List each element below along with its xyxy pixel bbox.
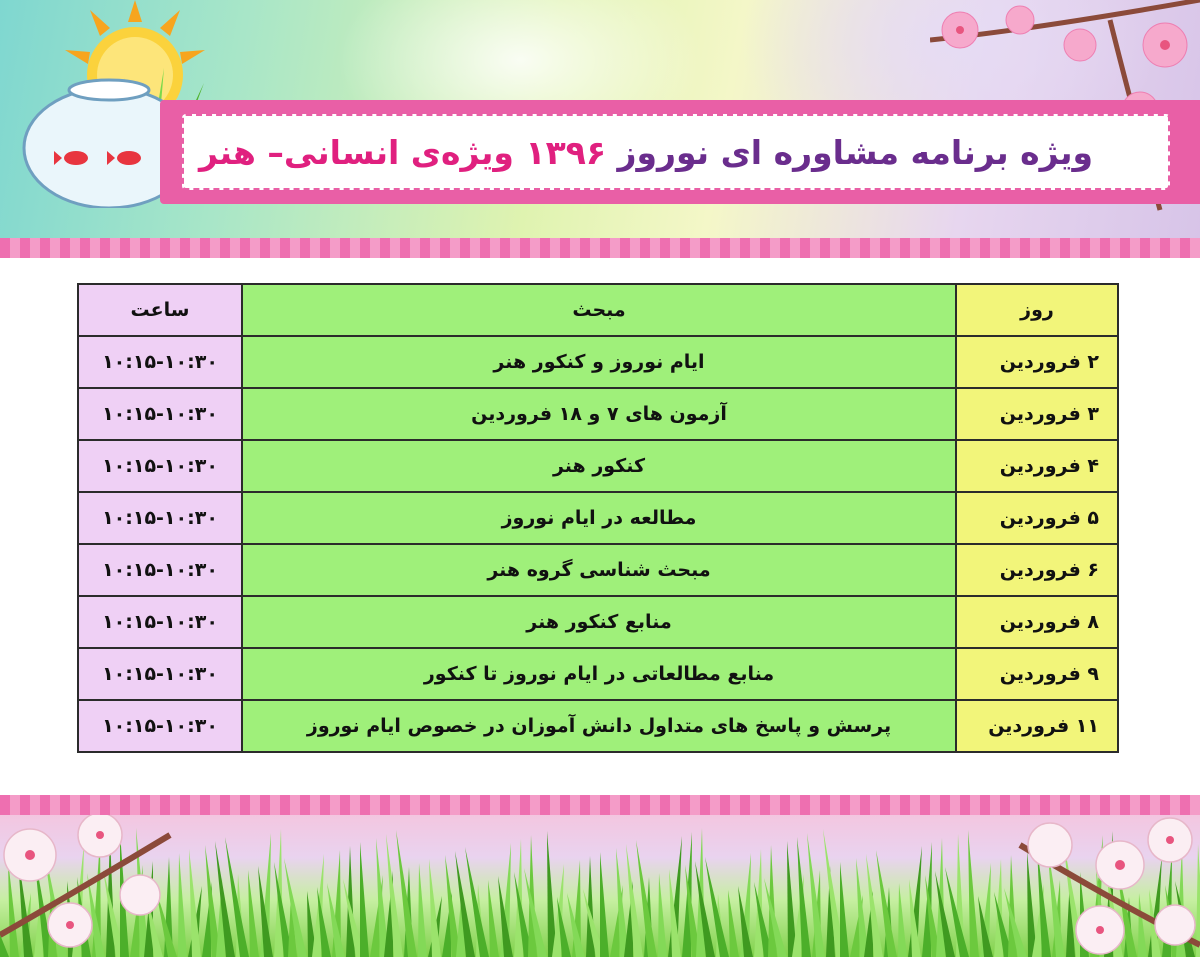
row-topic: آزمون های ۷ و ۱۸ فروردین bbox=[242, 388, 956, 440]
row-day: ۲ فروردین bbox=[956, 336, 1118, 388]
grass-blade bbox=[248, 870, 259, 957]
row-topic: مبحث شناسی گروه هنر bbox=[242, 544, 956, 596]
cherry-blossom-icon bbox=[0, 815, 180, 957]
row-topic: پرسش و پاسخ های متداول دانش آموزان در خصوص ایام نوروز bbox=[242, 700, 956, 752]
grass-blade bbox=[258, 866, 273, 957]
row-time: ۱۰:۱۵-۱۰:۳۰ bbox=[78, 492, 242, 544]
row-time: ۱۰:۱۵-۱۰:۳۰ bbox=[78, 388, 242, 440]
title-part1: ویژه برنامه مشاوره ای نوروز bbox=[606, 132, 1094, 172]
row-topic: ایام نوروز و کنکور هنر bbox=[242, 336, 956, 388]
footer-stripe bbox=[0, 795, 1200, 815]
grass-blade bbox=[567, 893, 585, 957]
row-day: ۶ فروردین bbox=[956, 544, 1118, 596]
title-banner bbox=[160, 100, 1200, 204]
grass-blade bbox=[840, 862, 849, 957]
row-day: ۱۱ فروردین bbox=[956, 700, 1118, 752]
table-row bbox=[78, 336, 1118, 388]
grass-blade bbox=[898, 883, 907, 957]
header-topic: مبحث bbox=[242, 284, 956, 336]
grass-blade bbox=[738, 886, 753, 957]
grass-blade bbox=[327, 883, 345, 957]
row-topic: مطالعه در ایام نوروز bbox=[242, 492, 956, 544]
grass-blade bbox=[807, 833, 825, 957]
title-year: ۱۳۹۶ bbox=[525, 132, 606, 172]
table-row bbox=[78, 388, 1118, 440]
page-title bbox=[199, 133, 1093, 172]
grass-blade bbox=[968, 830, 979, 957]
row-time: ۱۰:۱۵-۱۰:۳۰ bbox=[78, 700, 242, 752]
cherry-blossom-icon bbox=[1000, 815, 1200, 957]
row-day: ۵ فروردین bbox=[956, 492, 1118, 544]
row-day: ۹ فروردین bbox=[956, 648, 1118, 700]
schedule-table bbox=[77, 283, 1119, 753]
table-row bbox=[78, 596, 1118, 648]
grass-blade bbox=[728, 890, 739, 957]
row-time: ۱۰:۱۵-۱۰:۳۰ bbox=[78, 336, 242, 388]
header-background bbox=[0, 0, 1200, 258]
grass-blade bbox=[658, 873, 667, 957]
row-topic: منابع کنکور هنر bbox=[242, 596, 956, 648]
grass-blade bbox=[600, 852, 609, 957]
header-day: روز bbox=[956, 284, 1118, 336]
row-time: ۱۰:۱۵-۱۰:۳۰ bbox=[78, 648, 242, 700]
row-time: ۱۰:۱۵-۱۰:۳۰ bbox=[78, 544, 242, 596]
table-row bbox=[78, 648, 1118, 700]
grass-blade bbox=[418, 863, 427, 957]
table-row bbox=[78, 544, 1118, 596]
table-header-row bbox=[78, 284, 1118, 336]
title-banner-inner bbox=[182, 114, 1170, 190]
title-part2: ویژه‌ی انسانی– هنر bbox=[198, 132, 526, 172]
table-row bbox=[78, 440, 1118, 492]
grass-blade bbox=[488, 880, 499, 957]
grass-blade bbox=[922, 842, 932, 957]
table-row bbox=[78, 700, 1118, 752]
table-row bbox=[78, 492, 1118, 544]
grass-blade bbox=[429, 859, 441, 957]
header-stripe bbox=[0, 238, 1200, 258]
row-time: ۱۰:۱۵-۱۰:۳۰ bbox=[78, 440, 242, 492]
row-topic: منابع مطالعاتی در ایام نوروز تا کنکور bbox=[242, 648, 956, 700]
row-time: ۱۰:۱۵-۱۰:۳۰ bbox=[78, 596, 242, 648]
row-day: ۴ فروردین bbox=[956, 440, 1118, 492]
grass-blade bbox=[978, 896, 993, 957]
header-time: ساعت bbox=[78, 284, 242, 336]
row-day: ۸ فروردین bbox=[956, 596, 1118, 648]
row-day: ۳ فروردین bbox=[956, 388, 1118, 440]
row-topic: کنکور هنر bbox=[242, 440, 956, 492]
grass-blade bbox=[360, 842, 369, 957]
grass-blade bbox=[682, 832, 692, 957]
footer-background bbox=[0, 815, 1200, 957]
grass-blade bbox=[498, 876, 513, 957]
